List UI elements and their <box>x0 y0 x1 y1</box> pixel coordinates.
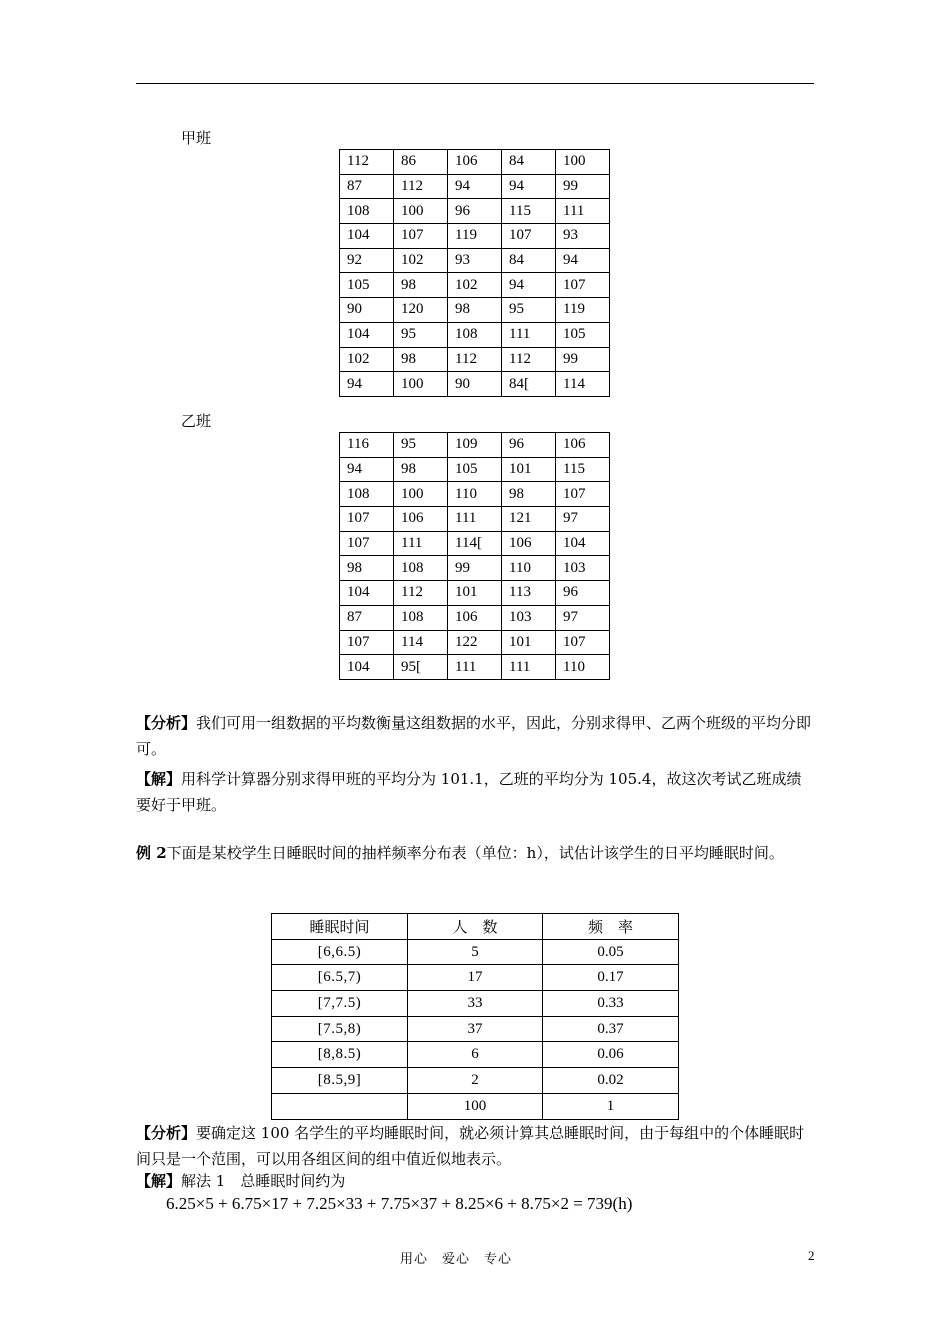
score-cell: 102 <box>394 248 448 273</box>
score-cell: 122 <box>448 630 502 655</box>
score-cell: 110 <box>502 556 556 581</box>
table-row <box>340 347 610 372</box>
score-cell: 107 <box>340 507 394 532</box>
score-cell: 119 <box>556 298 610 323</box>
score-cell: 103 <box>502 605 556 630</box>
score-cell: 98 <box>394 273 448 298</box>
solution-text: 解法 1 总睡眠时间约为 <box>181 1172 346 1190</box>
score-cell: 106 <box>448 605 502 630</box>
score-cell: 108 <box>394 605 448 630</box>
class-a-score-table <box>339 149 610 397</box>
score-cell: 114[ <box>448 531 502 556</box>
score-cell: 108 <box>394 556 448 581</box>
table-row <box>340 273 610 298</box>
analysis-text: 我们可用一组数据的平均数衡量这组数据的水平，因此，分别求得甲、乙两个班级的平均分即可。 <box>136 714 812 758</box>
score-cell: 94 <box>502 273 556 298</box>
example-tag: 例 2 <box>136 844 167 862</box>
solution-paragraph-2 <box>136 1168 816 1194</box>
table-row <box>272 1042 679 1068</box>
footer-motto: 用心 爱心 专心 <box>400 1252 513 1267</box>
score-cell: 107 <box>556 273 610 298</box>
frequency-cell: 0.05 <box>543 939 679 965</box>
score-cell: 119 <box>448 224 502 249</box>
score-cell: 115 <box>556 457 610 482</box>
score-cell: 95[ <box>394 655 448 680</box>
score-cell: 110 <box>448 482 502 507</box>
score-cell: 107 <box>340 630 394 655</box>
table-row <box>340 482 610 507</box>
header-rule <box>136 83 814 84</box>
interval-cell: [8.5,9] <box>272 1068 408 1094</box>
table-row <box>340 174 610 199</box>
table-row <box>340 630 610 655</box>
score-cell: 94 <box>340 372 394 397</box>
frequency-cell: 0.02 <box>543 1068 679 1094</box>
table-row <box>340 322 610 347</box>
table-row <box>340 556 610 581</box>
frequency-cell: 1 <box>543 1093 679 1119</box>
analysis-tag: 【分析】 <box>136 714 197 732</box>
score-cell: 107 <box>556 482 610 507</box>
header-sleep-time: 睡眠时间 <box>272 914 408 940</box>
count-cell: 5 <box>408 939 543 965</box>
table-row <box>272 1016 679 1042</box>
frequency-cell: 0.37 <box>543 1016 679 1042</box>
score-cell: 113 <box>502 581 556 606</box>
header-frequency: 频 率 <box>543 914 679 940</box>
score-cell: 87 <box>340 605 394 630</box>
score-cell: 115 <box>502 199 556 224</box>
score-cell: 98 <box>502 482 556 507</box>
analysis-tag: 【分析】 <box>136 1124 197 1142</box>
score-cell: 105 <box>340 273 394 298</box>
score-cell: 102 <box>448 273 502 298</box>
score-cell: 103 <box>556 556 610 581</box>
score-cell: 86 <box>394 150 448 175</box>
score-cell: 105 <box>448 457 502 482</box>
interval-cell: [8,8.5) <box>272 1042 408 1068</box>
score-cell: 94 <box>448 174 502 199</box>
count-cell: 17 <box>408 965 543 991</box>
score-cell: 99 <box>448 556 502 581</box>
score-cell: 98 <box>448 298 502 323</box>
count-cell: 6 <box>408 1042 543 1068</box>
score-cell: 102 <box>340 347 394 372</box>
table-row <box>340 298 610 323</box>
table-row <box>272 1068 679 1094</box>
analysis-paragraph-2 <box>136 1120 816 1172</box>
score-cell: 111 <box>448 655 502 680</box>
score-cell: 106 <box>502 531 556 556</box>
score-cell: 95 <box>394 433 448 458</box>
score-cell: 111 <box>556 199 610 224</box>
score-cell: 99 <box>556 174 610 199</box>
score-cell: 104 <box>556 531 610 556</box>
score-cell: 106 <box>394 507 448 532</box>
score-cell: 96 <box>556 581 610 606</box>
score-cell: 120 <box>394 298 448 323</box>
example-2-paragraph <box>136 840 816 866</box>
table-row <box>340 507 610 532</box>
table-row <box>272 939 679 965</box>
interval-cell: [7,7.5) <box>272 991 408 1017</box>
solution-text: 用科学计算器分别求得甲班的平均分为 101.1，乙班的平均分为 105.4，故这次考试乙班成绩要好于甲班。 <box>136 770 802 814</box>
example-text: 下面是某校学生日睡眠时间的抽样频率分布表（单位：h），试估计该学生的日平均睡眠时间。 <box>166 844 784 862</box>
score-cell: 94 <box>556 248 610 273</box>
score-cell: 107 <box>556 630 610 655</box>
class-a-label: 甲班 <box>181 129 212 147</box>
interval-cell: [6,6.5) <box>272 939 408 965</box>
score-cell: 108 <box>340 482 394 507</box>
table-row <box>340 248 610 273</box>
table-row <box>340 655 610 680</box>
table-row <box>340 531 610 556</box>
score-cell: 97 <box>556 605 610 630</box>
solution-tag: 【解】 <box>136 1172 182 1190</box>
table-row <box>340 605 610 630</box>
score-cell: 112 <box>502 347 556 372</box>
count-cell: 2 <box>408 1068 543 1094</box>
score-cell: 96 <box>502 433 556 458</box>
table-row <box>340 433 610 458</box>
score-cell: 104 <box>340 581 394 606</box>
page-number: 2 <box>808 1248 815 1263</box>
score-cell: 90 <box>448 372 502 397</box>
score-cell: 104 <box>340 322 394 347</box>
score-cell: 105 <box>556 322 610 347</box>
score-cell: 84[ <box>502 372 556 397</box>
score-cell: 94 <box>502 174 556 199</box>
score-cell: 100 <box>394 482 448 507</box>
score-cell: 92 <box>340 248 394 273</box>
score-cell: 98 <box>340 556 394 581</box>
score-cell: 100 <box>394 372 448 397</box>
score-cell: 87 <box>340 174 394 199</box>
score-cell: 121 <box>502 507 556 532</box>
header-count: 人 数 <box>408 914 543 940</box>
score-cell: 84 <box>502 248 556 273</box>
sleep-frequency-table <box>271 913 679 1120</box>
score-cell: 111 <box>502 322 556 347</box>
score-cell: 94 <box>340 457 394 482</box>
score-cell: 101 <box>502 457 556 482</box>
score-cell: 114 <box>394 630 448 655</box>
table-row <box>272 965 679 991</box>
score-cell: 98 <box>394 457 448 482</box>
table-row <box>340 581 610 606</box>
score-cell: 104 <box>340 655 394 680</box>
score-cell: 112 <box>448 347 502 372</box>
interval-cell <box>272 1093 408 1119</box>
score-cell: 114 <box>556 372 610 397</box>
score-cell: 107 <box>502 224 556 249</box>
solution-paragraph-1 <box>136 766 816 818</box>
frequency-cell: 0.17 <box>543 965 679 991</box>
score-cell: 84 <box>502 150 556 175</box>
score-cell: 112 <box>394 174 448 199</box>
table-row <box>340 457 610 482</box>
score-cell: 99 <box>556 347 610 372</box>
count-cell: 37 <box>408 1016 543 1042</box>
score-cell: 95 <box>394 322 448 347</box>
score-cell: 111 <box>394 531 448 556</box>
score-cell: 106 <box>556 433 610 458</box>
score-cell: 93 <box>448 248 502 273</box>
table-row <box>272 991 679 1017</box>
class-b-label: 乙班 <box>181 412 212 430</box>
score-cell: 104 <box>340 224 394 249</box>
score-cell: 100 <box>394 199 448 224</box>
score-cell: 96 <box>448 199 502 224</box>
score-cell: 116 <box>340 433 394 458</box>
score-cell: 110 <box>556 655 610 680</box>
score-cell: 93 <box>556 224 610 249</box>
frequency-cell: 0.33 <box>543 991 679 1017</box>
count-cell: 100 <box>408 1093 543 1119</box>
score-cell: 107 <box>394 224 448 249</box>
score-cell: 112 <box>394 581 448 606</box>
class-b-score-table <box>339 432 610 680</box>
sleep-table-header-row <box>272 914 679 940</box>
solution-tag: 【解】 <box>136 770 182 788</box>
table-row <box>272 1093 679 1119</box>
score-cell: 111 <box>502 655 556 680</box>
score-cell: 95 <box>502 298 556 323</box>
analysis-text: 要确定这 100 名学生的平均睡眠时间，就必须计算其总睡眠时间，由于每组中的个体睡眠时间只是一个范围，可以用各组区间的组中值近似地表示。 <box>136 1124 805 1168</box>
score-cell: 101 <box>448 581 502 606</box>
score-cell: 109 <box>448 433 502 458</box>
table-row <box>340 150 610 175</box>
interval-cell: [7.5,8) <box>272 1016 408 1042</box>
score-cell: 108 <box>340 199 394 224</box>
interval-cell: [6.5,7) <box>272 965 408 991</box>
table-row <box>340 199 610 224</box>
analysis-paragraph-1 <box>136 710 816 762</box>
sleep-sum-formula: 6.25×5 + 6.75×17 + 7.25×33 + 7.75×37 + 8.25×6 + 8.75×2 = 739(h) <box>166 1194 633 1213</box>
score-cell: 90 <box>340 298 394 323</box>
score-cell: 101 <box>502 630 556 655</box>
score-cell: 106 <box>448 150 502 175</box>
score-cell: 112 <box>340 150 394 175</box>
score-cell: 98 <box>394 347 448 372</box>
score-cell: 107 <box>340 531 394 556</box>
table-row <box>340 372 610 397</box>
score-cell: 111 <box>448 507 502 532</box>
score-cell: 97 <box>556 507 610 532</box>
score-cell: 100 <box>556 150 610 175</box>
score-cell: 108 <box>448 322 502 347</box>
count-cell: 33 <box>408 991 543 1017</box>
table-row <box>340 224 610 249</box>
frequency-cell: 0.06 <box>543 1042 679 1068</box>
